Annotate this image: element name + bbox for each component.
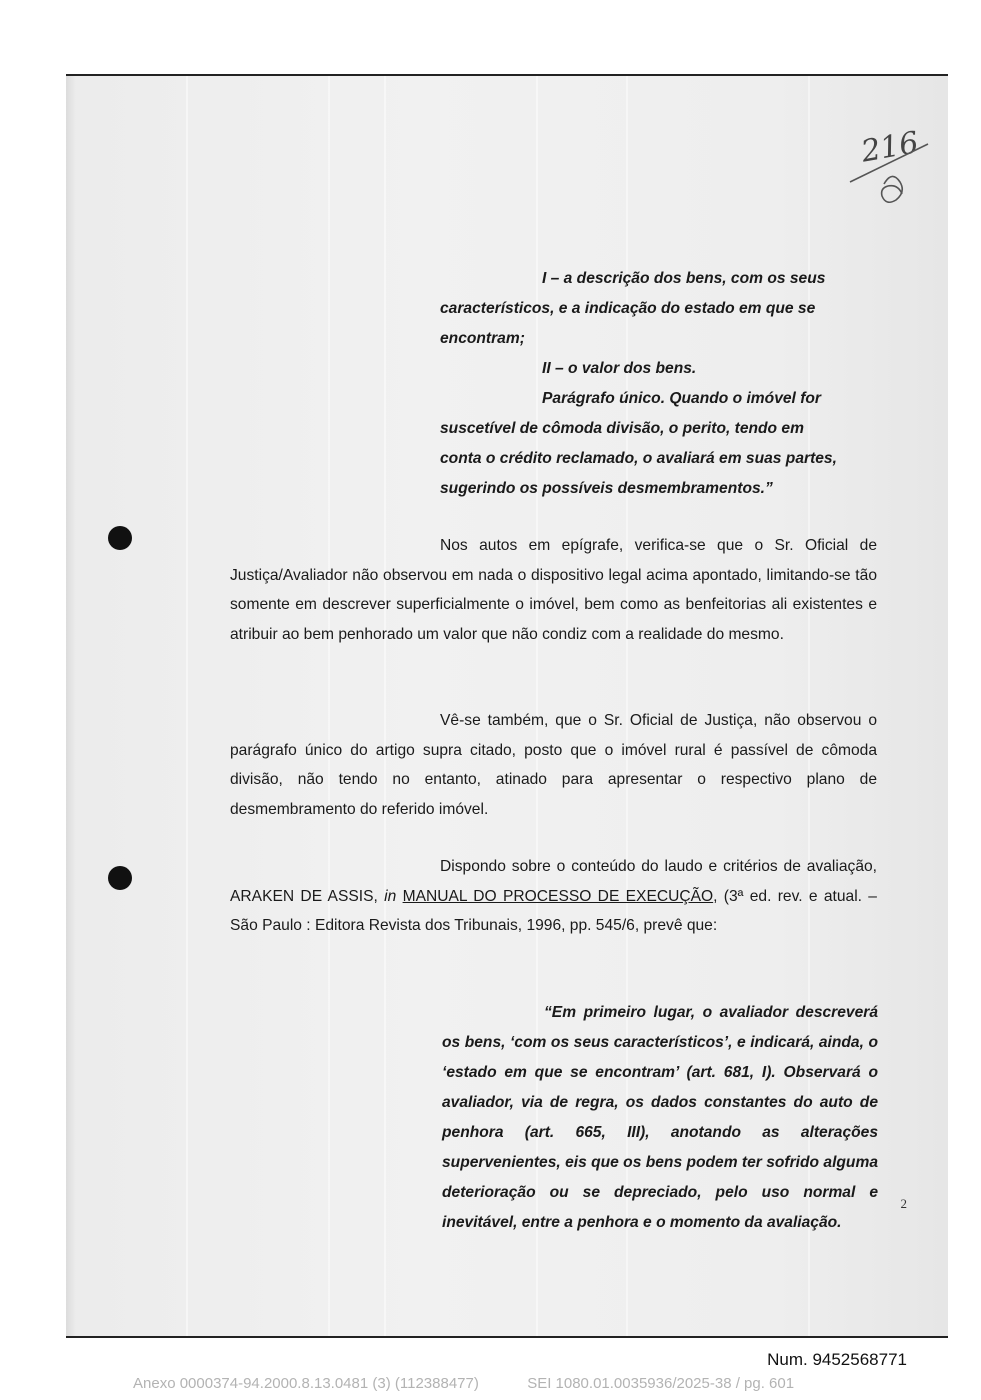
paragraph-3-text-end: , (3ª ed. rev. e atual. – São Paulo : Editora Revista dos Tribunais, 1996, pp. 545/6, prevê que: (230, 887, 877, 935)
quote-araken: “Em primeiro lugar, o avaliador descreverá os bens, ‘com os seus característicos’, e indicará, ainda, o ‘estado em que se encontram’ (art. 681, I). Observará o avaliador, via de regra, os dados constantes do auto de penhora (art. 665, III), anotando as alterações supervenientes, eis que os bens podem ter sofrido alguma deterioração ou se depreciado, pelo uso normal e inevitável, entre a penhora e o momento da avaliação. (442, 1004, 878, 1231)
paragraph-1: Nos autos em epígrafe, verifica-se que o Sr. Oficial de Justiça/Avaliador não observou em nada o dispositivo legal acima apontado, limitando-se tão somente em descrever superficialmente o imóvel, bem como as benfeitorias ali existentes e atribuir ao bem penhorado um valor que não condiz com a realidade do mesmo. (230, 537, 877, 643)
paragraph-3-in: in (384, 887, 397, 905)
paragraph-3-text: Dispondo sobre o conteúdo do laudo e critérios de avaliação, ARAKEN DE ASSIS, (230, 858, 877, 905)
quote-line: Parágrafo único. Quando o imóvel for (542, 390, 821, 407)
quote-continuation (440, 264, 877, 504)
handwritten-page-mark (844, 122, 934, 212)
quote-line: suscetível de cômoda divisão, o perito, tendo em (440, 420, 804, 437)
footer-document-number: Num. 9452568771 (767, 1350, 907, 1369)
quote-line: I – a descrição dos bens, com os seus (542, 270, 826, 287)
paragraph-3 (230, 852, 877, 941)
punch-hole-bottom (108, 866, 132, 890)
quote-line: conta o crédito reclamado, o avaliará em suas partes, (440, 450, 837, 467)
punch-hole-top (108, 526, 132, 550)
quote-line: sugerindo os possíveis desmembramentos.” (440, 480, 773, 497)
quote-line: II – o valor dos bens. (542, 360, 697, 377)
footer-annex: Anexo 0000374-94.2000.8.13.0481 (3) (112388477) (133, 1375, 479, 1392)
book-title: MANUAL DO PROCESSO DE EXECUÇÃO (402, 887, 714, 905)
footer-reference (133, 1375, 794, 1392)
page-number: 2 (900, 1196, 907, 1211)
svg-text:216: 216 (858, 125, 922, 170)
footer-sei: SEI 1080.01.0035936/2025-38 / pg. 601 (527, 1375, 795, 1392)
paragraph-2: Vê-se também, que o Sr. Oficial de Justiça, não observou o parágrafo único do artigo supra citado, posto que o imóvel rural é passível de cômoda divisão, não tendo no entanto, atinado para apresentar o respectivo plano de desmembramento do referido imóvel. (230, 712, 877, 818)
quote-line: característicos, e a indicação do estado em que se (440, 300, 816, 317)
quote-line: encontram; (440, 330, 525, 347)
